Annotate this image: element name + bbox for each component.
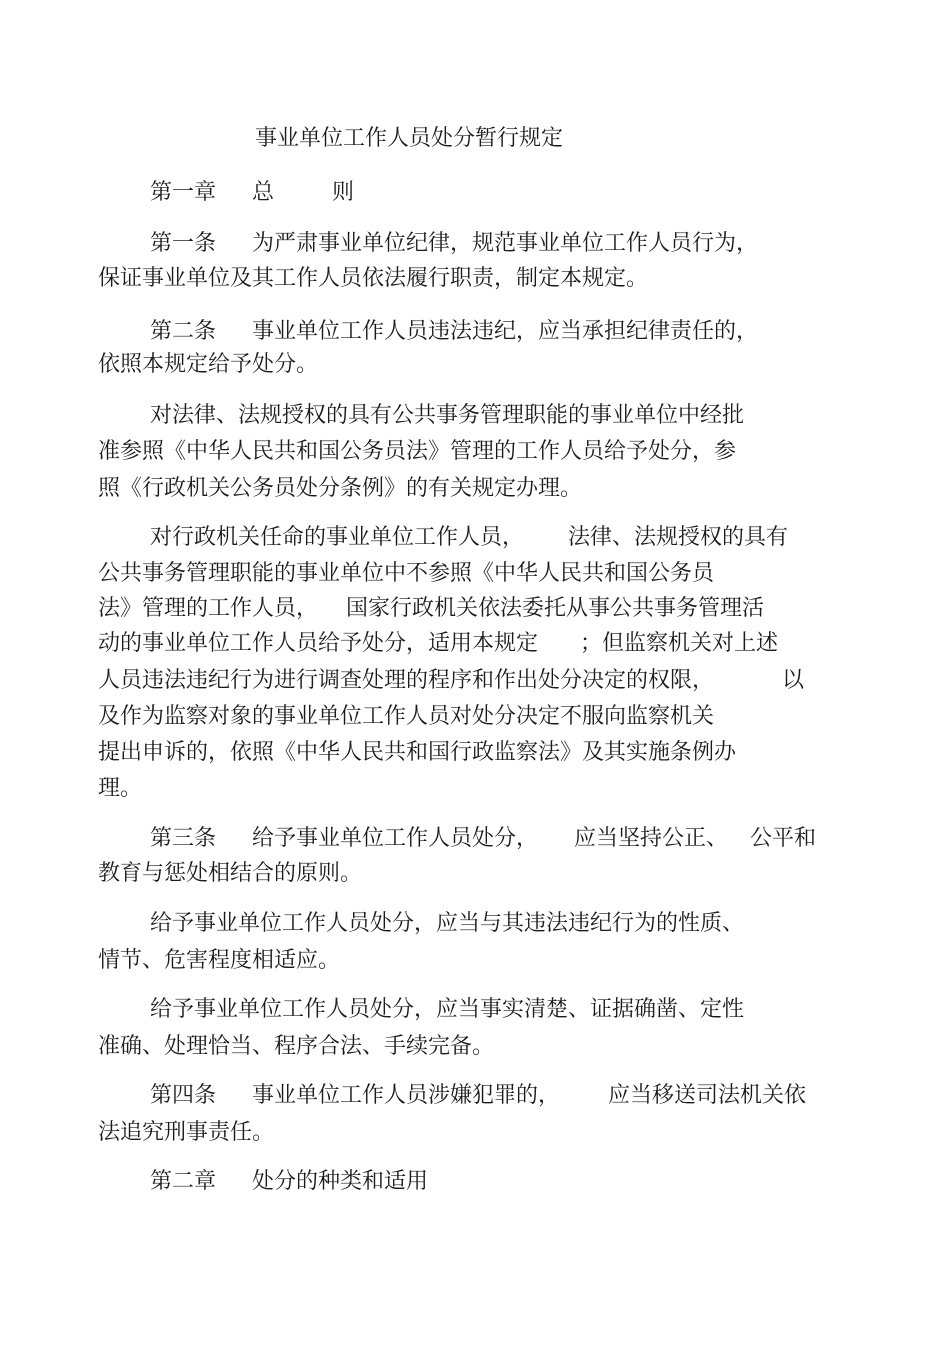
chapter-2-name: 处分的种类和适用 <box>252 1169 429 1194</box>
chapter-1-name-part-2: 则 <box>332 180 355 205</box>
article-1-line-2: 保证事业单位及其工作人员依法履行职责，制定本规定。 <box>98 266 649 291</box>
article-4-text-1a: 事业单位工作人员涉嫌犯罪的， <box>252 1083 561 1108</box>
para-c-line-2: 情节、危害程度相适应。 <box>98 948 341 973</box>
para-b-line-6: 及作为监察对象的事业单位工作人员对处分决定不服向监察机关 <box>98 704 715 729</box>
article-4-line-2: 法追究刑事责任。 <box>98 1120 275 1145</box>
article-4-line-1 <box>150 1082 806 1110</box>
article-3-line-1 <box>150 825 816 853</box>
para-b-line-3 <box>98 595 764 623</box>
para-b-line-7: 提出申诉的，依照《中华人民共和国行政监察法》及其实施条例办 <box>98 740 737 765</box>
para-b-text-5a: 人员违法违纪行为进行调查处理的程序和作出处分决定的权限， <box>98 668 715 693</box>
article-3-text-1b: 应当坚持公正、 <box>574 826 729 851</box>
article-1-line-1 <box>150 230 758 258</box>
para-b-line-5 <box>98 667 804 695</box>
article-3-line-2: 教育与惩处相结合的原则。 <box>98 861 363 886</box>
para-b-text-3a: 法》管理的工作人员， <box>98 596 319 621</box>
para-b-line-4 <box>98 630 778 658</box>
chapter-2-heading <box>150 1168 428 1196</box>
para-b-line-1 <box>150 524 788 552</box>
article-3-text-1a: 给予事业单位工作人员处分， <box>252 826 539 851</box>
para-b-text-3b: 国家行政机关依法委托从事公共事务管理活 <box>346 596 765 621</box>
para-b-text-4b: ；但监察机关对上述 <box>580 631 779 656</box>
para-d-line-1: 给予事业单位工作人员处分，应当事实清楚、证据确凿、定性 <box>150 997 745 1022</box>
para-b-line-8: 理。 <box>98 776 143 801</box>
para-a-line-2: 准参照《中华人民共和国公务员法》管理的工作人员给予处分，参 <box>98 439 737 464</box>
chapter-1-heading <box>150 179 354 207</box>
para-b-text-5b: 以 <box>782 668 805 693</box>
para-c-line-1: 给予事业单位工作人员处分，应当与其违法违纪行为的性质、 <box>150 911 745 936</box>
para-a-line-3: 照《行政机关公务员处分条例》的有关规定办理。 <box>98 476 583 501</box>
para-b-text-1b: 法律、法规授权的具有 <box>568 525 789 550</box>
para-a-line-1: 对法律、法规授权的具有公共事务管理职能的事业单位中经批 <box>150 403 745 428</box>
chapter-2-label: 第二章 <box>150 1169 217 1194</box>
article-2-label: 第二条 <box>150 319 217 344</box>
article-4-label: 第四条 <box>150 1083 217 1108</box>
article-2-line-2: 依照本规定给予处分。 <box>98 352 319 377</box>
document-title: 事业单位工作人员处分暂行规定 <box>255 126 564 151</box>
chapter-1-name-part-1: 总 <box>252 180 275 205</box>
article-3-text-1c: 公平和 <box>750 826 817 851</box>
article-2-text-1: 事业单位工作人员违法违纪，应当承担纪律责任的， <box>252 319 759 344</box>
article-3-label: 第三条 <box>150 826 217 851</box>
article-4-text-1b: 应当移送司法机关依 <box>608 1083 807 1108</box>
article-1-label: 第一条 <box>150 231 217 256</box>
para-b-text-4a: 动的事业单位工作人员给予处分，适用本规定 <box>98 631 539 656</box>
article-1-text-1: 为严肃事业单位纪律，规范事业单位工作人员行为， <box>252 231 759 256</box>
article-2-line-1 <box>150 318 758 346</box>
para-d-line-2: 准确、处理恰当、程序合法、手续完备。 <box>98 1034 495 1059</box>
para-b-line-2: 公共事务管理职能的事业单位中不参照《中华人民共和国公务员 <box>98 561 715 586</box>
para-b-text-1a: 对行政机关任命的事业单位工作人员， <box>150 525 525 550</box>
chapter-1-label: 第一章 <box>150 180 217 205</box>
